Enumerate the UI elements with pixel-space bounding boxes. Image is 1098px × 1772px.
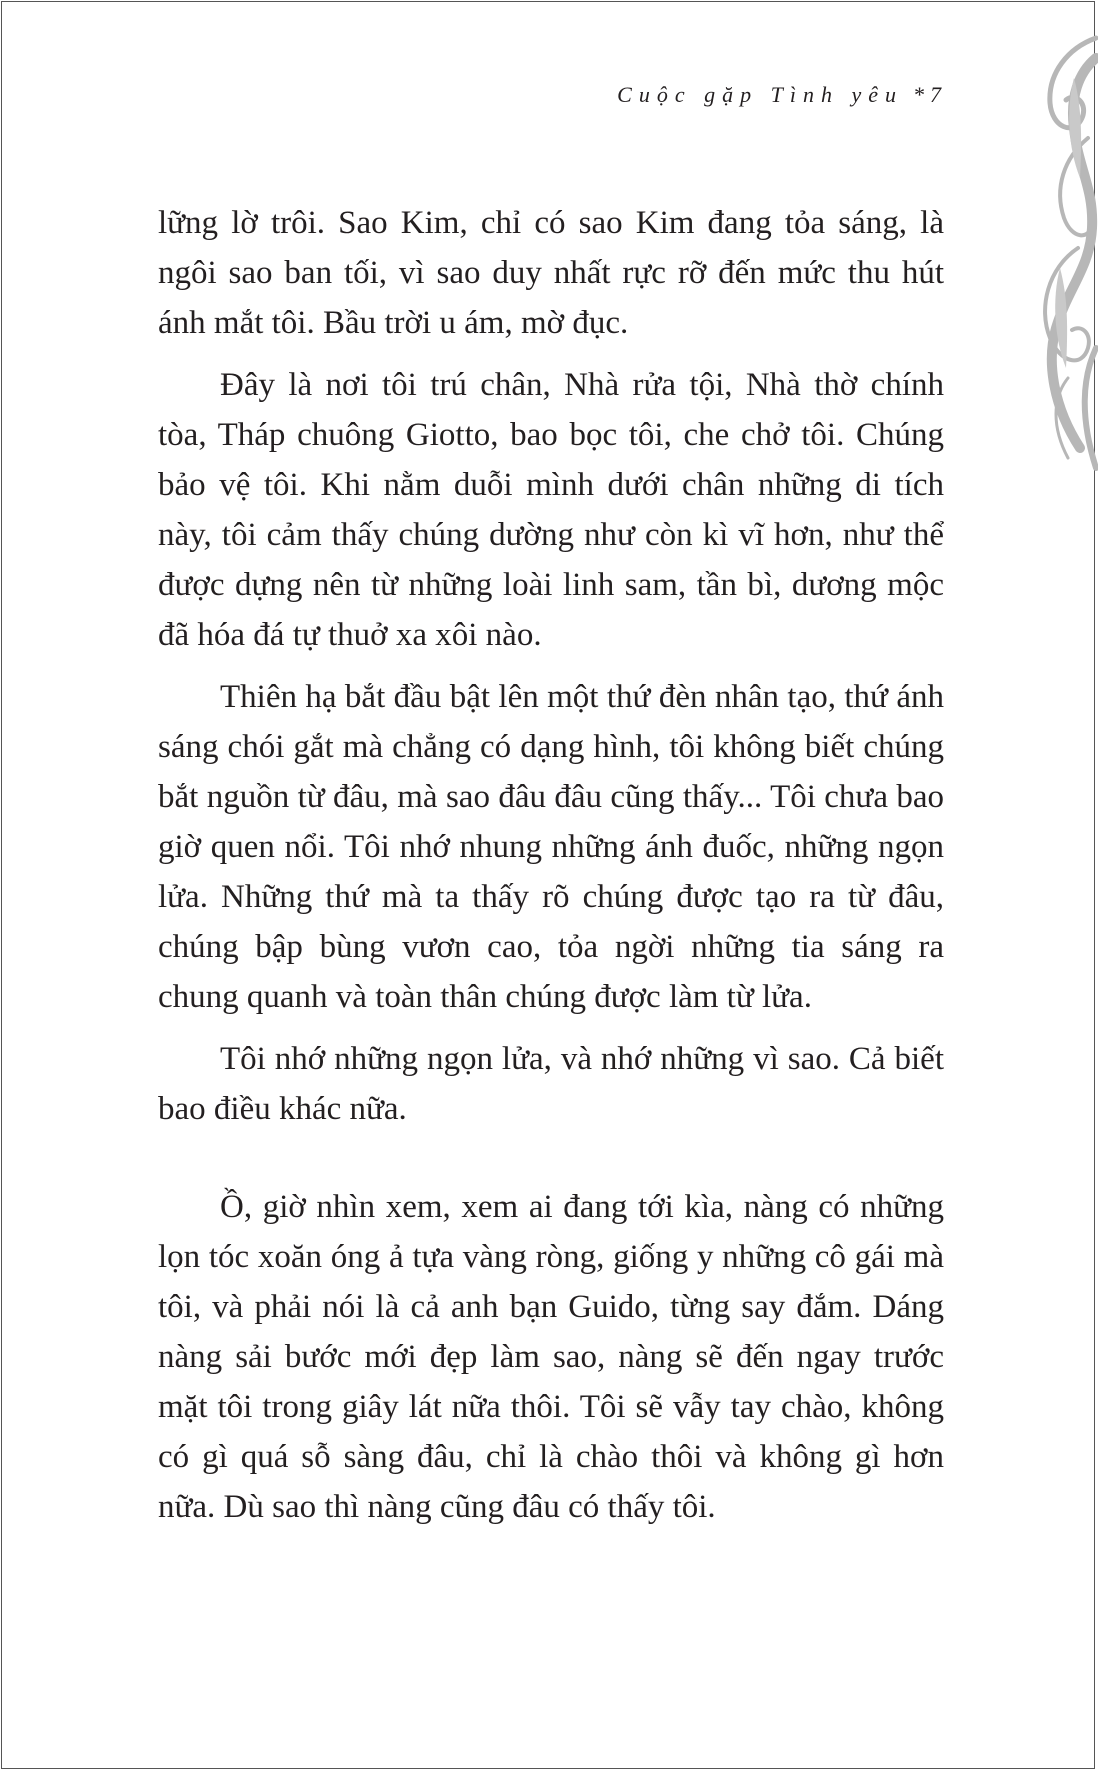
running-title: Cuộc gặp Tình yêu: [617, 82, 903, 107]
paragraph-2: Đây là nơi tôi trú chân, Nhà rửa tội, Nhà thờ chính tòa, Tháp chuông Giotto, bao bọc tôi, che chở tôi. Chúng bảo vệ tôi. Khi nằm duỗi mình dưới chân những di tích này, tôi cảm thấy chúng dường như còn kì vĩ hơn, như thể được dựng nên từ những loài linh sam, tần bì, dương mộc đã hóa đá tự thuở xa xôi nào.: [158, 367, 944, 653]
art-nouveau-scroll-icon: [1008, 18, 1098, 488]
page-number: 7: [930, 82, 948, 107]
paragraph-3: Thiên hạ bắt đầu bật lên một thứ đèn nhân tạo, thứ ánh sáng chói gắt mà chẳng có dạng hình, tôi không biết chúng bắt nguồn từ đâu, mà sao đâu đâu cũng thấy... Tôi chưa bao giờ quen nổi. Tôi nhớ nhung những ánh đuốc, những ngọn lửa. Những thứ mà ta thấy rõ chúng được tạo ra từ đâu, chúng bập bùng vươn cao, tỏa ngời những tia sáng ra chung quanh và toàn thân chúng được làm từ lửa.: [158, 679, 944, 1015]
paragraph-1: lững lờ trôi. Sao Kim, chỉ có sao Kim đang tỏa sáng, là ngôi sao ban tối, vì sao duy nhất rực rỡ đến mức thu hút ánh mắt tôi. Bầu trời u ám, mờ đục.: [158, 205, 944, 341]
paragraph-4: Tôi nhớ những ngọn lửa, và nhớ những vì sao. Cả biết bao điều khác nữa.: [158, 1041, 944, 1127]
paragraph-5: Ồ, giờ nhìn xem, xem ai đang tới kìa, nàng có những lọn tóc xoăn óng ả tựa vàng ròng, giống y những cô gái mà tôi, và phải nói là cả anh bạn Guido, từng say đắm. Dáng nàng sải bước mới đẹp làm sao, nàng sẽ đến ngay trước mặt tôi trong giây lát nữa thôi. Tôi sẽ vẫy tay chào, không có gì quá sỗ sàng đâu, chỉ là chào thôi và không gì hơn nữa. Dù sao thì nàng cũng đâu có thấy tôi.: [158, 1189, 944, 1525]
body-text: [158, 198, 944, 1532]
header-separator: *: [913, 82, 924, 107]
running-header: [617, 82, 948, 108]
